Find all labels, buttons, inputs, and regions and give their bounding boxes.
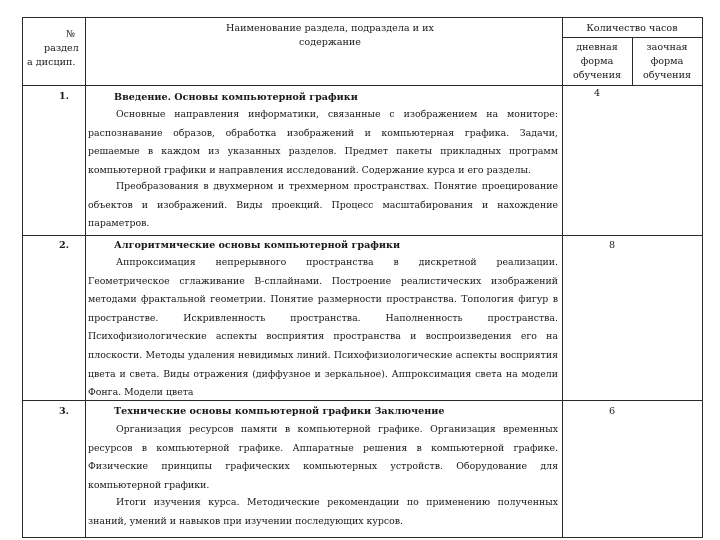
- section-paragraph: Итоги изучения курса. Методические рекомендации по применению полученных знаний, умений и навыков при изучении последующих курсов.: [88, 497, 558, 527]
- header-title: Наименование раздела, подраздела и их: [226, 23, 434, 34]
- section-number: 1.: [59, 91, 70, 102]
- section-paragraph: Организация ресурсов памяти в компьютерной графике. Организация временных ресурсов в компьютерной графике. Аппаратные решения в компьютерной графике. Физические принципы графических компьютерных устройств. Оборудование для компьютерной графики.: [88, 424, 558, 491]
- table-border-bottom: [22, 537, 702, 538]
- section-title: Алгоритмические основы компьютерной графики: [114, 240, 401, 251]
- section-paragraph: Основные направления информатики, связанные с изображением на мониторе: распознавание образов, обработка изображений и компьютерная графика. Задачи, решаемые в каждом из указанных разделов. Предмет пакеты прикладных программ компьютерной графики и направления исследований. Содержание курса и его разделы.: [88, 109, 558, 176]
- header-number-label: №: [66, 29, 76, 40]
- section-title: Введение. Основы компьютерной графики: [114, 92, 358, 103]
- row-divider: [22, 85, 702, 86]
- section-hours: 4: [593, 88, 601, 99]
- table-border-top: [22, 17, 702, 18]
- section-number: 3.: [59, 406, 70, 417]
- header-extra-form: форма: [650, 56, 684, 67]
- section-paragraph: Аппроксимация непрерывного пространства в дискретной реализации. Геометрическое сглаживание В-сплайнами. Построение реалистических изображений методами фрактальной геометрии. Понятие размерности пространства. Топология фигур в пространстве. Искривленность пространства. Наполненность пространства. Психофизиологические аспекты восприятия пространства и воспроизведения его на плоскости. Методы удаления невидимых линий. Психофизиологические аспекты восприятия цвета и света. Виды отражения (диффузное и зеркальное). Аппроксимация света на модели Фонга. Модели цвета: [88, 257, 558, 399]
- header-day-form: дневная: [576, 42, 618, 53]
- header-day-form: форма: [580, 56, 614, 67]
- section-title: Технические основы компьютерной графики Заключение: [114, 406, 445, 417]
- row-divider: [22, 235, 702, 236]
- col-divider-number: [85, 17, 86, 538]
- header-day-form: обучения: [572, 70, 622, 81]
- header-title: содержание: [299, 37, 361, 48]
- header-number-label: а дисцип.: [27, 57, 76, 68]
- section-paragraph: Преобразования в двухмерном и трехмерном пространствах. Понятие проецирование объектов и изображений. Виды проекций. Процесс масштабирования и нахождение параметров.: [88, 181, 558, 230]
- section-number: 2.: [59, 240, 70, 251]
- header-number-label: раздел: [44, 43, 79, 54]
- section-hours: 8: [608, 240, 616, 251]
- header-extra-form: заочная: [646, 42, 688, 53]
- header-extra-form: обучения: [642, 70, 692, 81]
- header-hours-title: Количество часов: [586, 23, 678, 34]
- table-border-right: [702, 17, 703, 538]
- section-hours: 6: [608, 406, 616, 417]
- table-border-left: [22, 17, 23, 538]
